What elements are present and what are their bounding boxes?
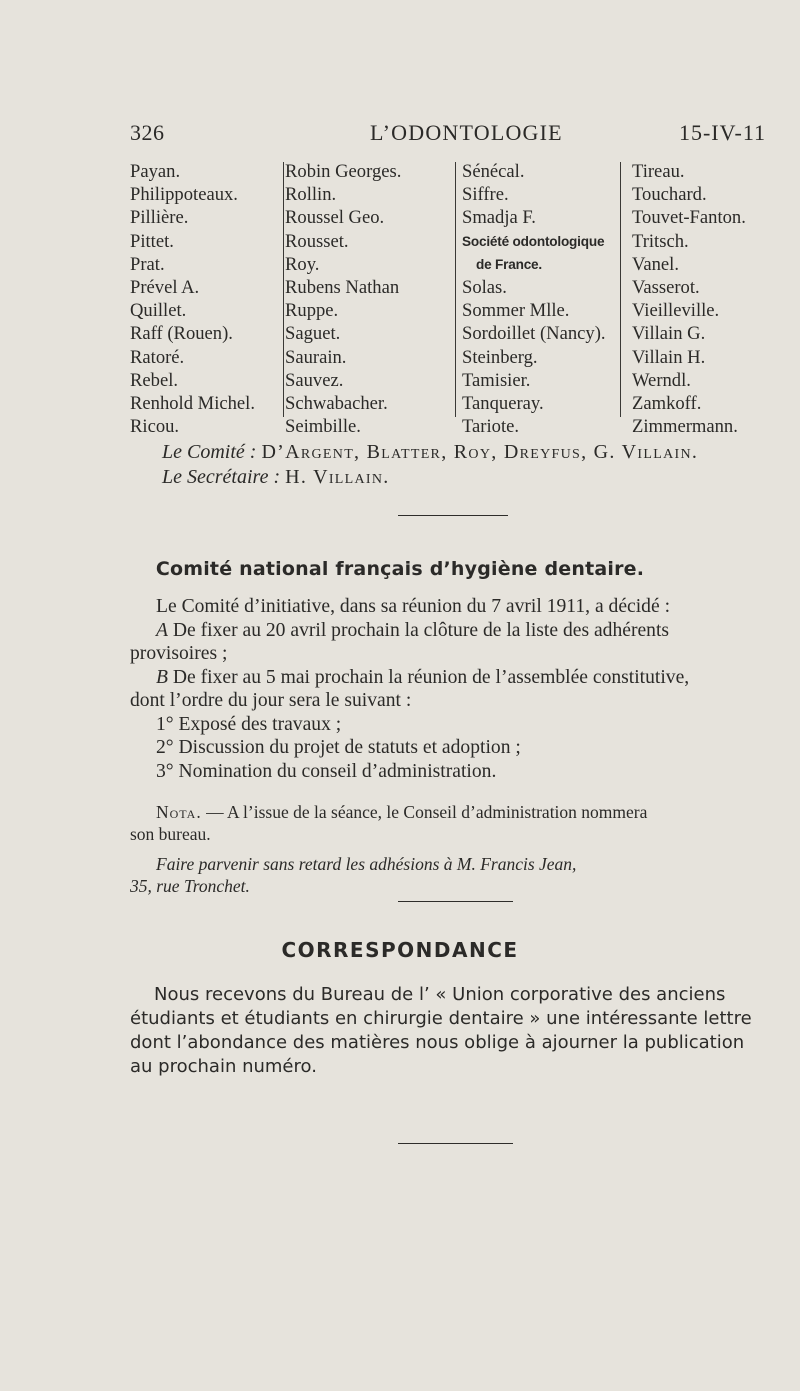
nota-text: — A l’issue de la séance, le Conseil d’administration nommera — [201, 802, 648, 822]
nota-line — [130, 801, 780, 823]
member-name: Seimbille. — [285, 416, 361, 438]
member-name: Tanqueray. — [462, 392, 544, 414]
closing-divider — [398, 1143, 513, 1144]
member-name: Villain G. — [632, 323, 706, 345]
section-divider — [398, 901, 513, 902]
body-line — [130, 619, 780, 643]
member-name: Steinberg. — [462, 346, 538, 368]
member-name: Sordoillet (Nancy). — [462, 323, 606, 345]
member-name: de France. — [476, 256, 542, 272]
committee-line — [162, 440, 698, 465]
member-name: Vanel. — [632, 253, 679, 275]
member-name: Sauvez. — [285, 369, 344, 391]
body-line: étudiants et étudiants en chirurgie dentaire » une intéressante lettre — [130, 1008, 752, 1029]
body-line: dont l’abondance des matières nous oblige à ajourner la publication — [130, 1032, 745, 1053]
committee-block — [162, 440, 698, 490]
member-name: Pillière. — [130, 207, 189, 229]
member-name: Philippoteaux. — [130, 184, 238, 206]
item-letter: A — [156, 619, 168, 641]
member-name: Saurain. — [285, 346, 347, 368]
column-divider — [455, 162, 456, 417]
member-name: Robin Georges. — [285, 161, 402, 182]
member-name: Raff (Rouen). — [130, 323, 233, 345]
issue-date: 15-IV-11 — [678, 120, 766, 145]
member-name: Prével A. — [130, 276, 200, 298]
member-name: Ruppe. — [285, 300, 339, 322]
member-name: Sommer Mlle. — [462, 300, 570, 322]
member-name: Renhold Michel. — [130, 392, 255, 414]
member-name: Touvet-Fanton. — [632, 207, 746, 229]
item-letter: B — [156, 666, 168, 688]
member-name: Roussel Geo. — [285, 207, 385, 229]
member-name: Ricou. — [130, 416, 180, 438]
member-column-1 — [130, 160, 275, 438]
member-name: Touchard. — [632, 184, 707, 206]
member-name: Pittet. — [130, 230, 174, 252]
running-header — [130, 120, 766, 150]
member-name: Ratoré. — [130, 346, 185, 368]
member-name: Siffre. — [462, 184, 509, 206]
column-divider — [283, 162, 284, 417]
member-name: Zimmermann. — [632, 416, 738, 438]
nota-block — [130, 801, 780, 845]
adhesion-note — [130, 853, 780, 897]
secretary-line — [162, 465, 698, 490]
committee-label: Le Comité : — [162, 441, 257, 463]
member-column-4 — [632, 160, 772, 438]
secretary-name: H. Villain. — [285, 466, 390, 488]
member-column-2 — [285, 160, 435, 438]
column-divider — [620, 162, 621, 417]
member-name: Prat. — [130, 253, 165, 275]
body-line: provisoires ; — [130, 643, 228, 664]
adhesion-line: 35, rue Tronchet. — [130, 876, 250, 896]
member-name: Tritsch. — [632, 230, 689, 252]
member-name: Sénécal. — [462, 161, 525, 182]
body-text: De fixer au 20 avril prochain la clôture de la liste des adhérents — [167, 619, 670, 641]
body-text: De fixer au 5 mai prochain la réunion de l’assemblée constitutive, — [167, 666, 690, 688]
body-line: dont l’ordre du jour sera le suivant : — [130, 690, 412, 711]
member-name: Saguet. — [285, 323, 341, 345]
member-name: Smadja F. — [462, 207, 536, 229]
member-name: Tariote. — [462, 416, 520, 438]
correspondence-body — [130, 983, 790, 1079]
member-name: Rubens Nathan — [285, 276, 400, 298]
member-name: Solas. — [462, 276, 507, 298]
member-name: Vasserot. — [632, 276, 700, 298]
section-heading: Comité national français d’hygiène dentaire. — [155, 558, 645, 580]
page-number: 326 — [130, 120, 165, 145]
agenda-item: 3° Nomination du conseil d’administration. — [156, 760, 497, 782]
member-name: Rebel. — [130, 369, 179, 391]
member-name: Tamisier. — [462, 369, 531, 391]
section-divider — [398, 515, 508, 516]
body-line: au prochain numéro. — [130, 1056, 317, 1077]
member-name: Schwabacher. — [285, 392, 388, 414]
agenda-item: 2° Discussion du projet de statuts et adoption ; — [156, 737, 521, 758]
journal-title: L’ODONTOLOGIE — [370, 120, 563, 145]
body-line: Nous recevons du Bureau de l’ « Union corporative des anciens — [154, 984, 726, 1005]
member-name: Vieilleville. — [632, 300, 720, 322]
member-name: Zamkoff. — [632, 392, 702, 414]
member-name: Société odontologique — [462, 233, 605, 249]
secretary-label: Le Secrétaire : — [162, 466, 281, 488]
member-list — [130, 160, 770, 438]
body-line — [130, 666, 780, 690]
member-name: Rousset. — [285, 230, 349, 252]
nota-line: son bureau. — [130, 824, 211, 844]
agenda-item: 1° Exposé des travaux ; — [156, 713, 342, 735]
member-name: Roy. — [285, 253, 320, 275]
section-body — [130, 595, 780, 783]
body-line: Le Comité d’initiative, dans sa réunion du 7 avril 1911, a décidé : — [156, 596, 671, 617]
member-name: Tireau. — [632, 161, 685, 182]
member-column-3 — [462, 160, 612, 438]
committee-members: D’Argent, Blatter, Roy, Dreyfus, G. Villain. — [261, 441, 699, 463]
member-name: Rollin. — [285, 184, 337, 206]
adhesion-line: Faire parvenir sans retard les adhésions à M. Francis Jean, — [156, 854, 577, 874]
section-heading: CORRESPONDANCE — [281, 938, 519, 962]
member-name: Quillet. — [130, 300, 187, 322]
member-name: Payan. — [130, 161, 181, 182]
member-name: Villain H. — [632, 346, 706, 368]
nota-label: Nota. — [156, 802, 202, 822]
member-name: Werndl. — [632, 369, 691, 391]
